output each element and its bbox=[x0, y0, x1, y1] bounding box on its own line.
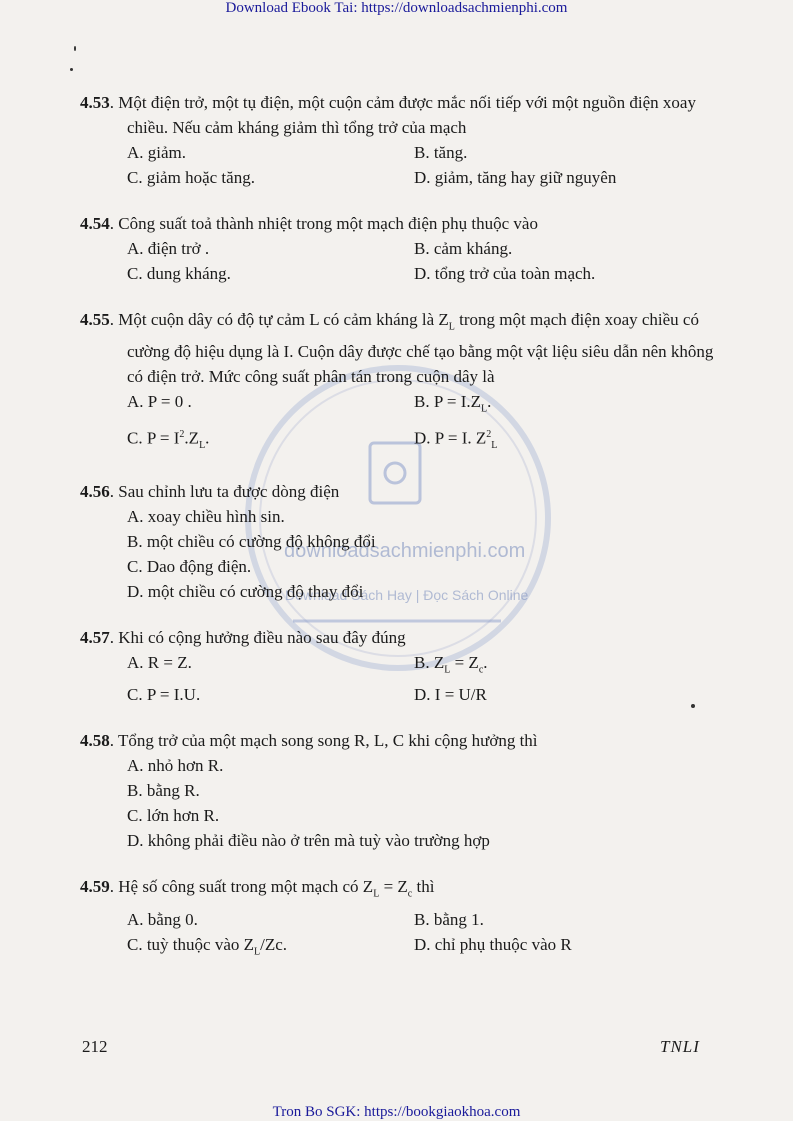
question-number: 4.53 bbox=[80, 93, 110, 112]
answer-option: A. P = 0 . bbox=[127, 392, 192, 412]
answer-option: D. tổng trở của toàn mạch. bbox=[414, 264, 596, 283]
answer-option: B. một chiều có cường độ không đổi bbox=[127, 531, 376, 551]
footer-sgk-link[interactable]: Tron Bo SGK: https://bookgiaokhoa.com bbox=[272, 1104, 521, 1120]
page-tag: TNLI bbox=[660, 1037, 700, 1056]
question-body: . Một điện trở, một tụ điện, một cuộn cảm được mắc nối tiếp với một nguồn điện xoay chiều. Nếu cảm kháng giảm thì tổng trở của mạch bbox=[109, 93, 696, 137]
answer-option: D. không phải điều nào ở trên mà tuỳ vào trường hợp bbox=[127, 831, 490, 851]
watermark-tagline-text: Download Sách Hay | Đọc Sách Online bbox=[285, 587, 529, 603]
question-text bbox=[80, 728, 720, 753]
answer-options bbox=[80, 753, 720, 853]
answer-option: C. $P = I^2.Z_L$. bbox=[127, 428, 210, 451]
question-body: . Sau chỉnh lưu ta được dòng điện bbox=[109, 481, 340, 501]
question-4-54 bbox=[80, 211, 720, 286]
question-body: . Một cuộn dây có độ tự cảm L có cảm kháng là $Z_L$ trong một mạch điện xoay chiều có cường độ hiệu dụng là I. Cuộn dây được chế tạo bằng một vật liệu siêu dẫn nên không có điện trở. Mức công suất phân tán trong cuộn dây là bbox=[109, 310, 714, 387]
question-4-53 bbox=[80, 90, 720, 190]
answer-option: C. dung kháng. bbox=[127, 264, 231, 283]
scan-speck bbox=[691, 704, 695, 708]
scan-speck bbox=[70, 68, 73, 71]
question-text bbox=[80, 211, 720, 236]
question-body: . Tổng trở của một mạch song song R, L, C khi cộng hưởng thì bbox=[109, 731, 538, 751]
question-4-57 bbox=[80, 625, 720, 707]
answer-option: A. R = Z. bbox=[127, 652, 192, 672]
answer-option: B. bằng R. bbox=[127, 781, 200, 801]
answer-option: C. tuỳ thuộc vào $Z_L/Zc$. bbox=[127, 934, 288, 957]
question-4-59 bbox=[80, 874, 720, 964]
watermark-site-text: downloadsachmienphi.com bbox=[284, 540, 526, 562]
answer-option: D. giảm, tăng hay giữ nguyên bbox=[414, 168, 617, 187]
answer-option: D. P = I. $Z^2_L$ bbox=[414, 428, 498, 451]
answer-option: C. P = I.U. bbox=[127, 685, 201, 705]
question-body: . Công suất toả thành nhiệt trong một mạch điện phụ thuộc vào bbox=[109, 214, 538, 233]
answer-options bbox=[80, 650, 720, 707]
answer-option: A. nhỏ hơn R. bbox=[127, 756, 224, 776]
question-4-56 bbox=[80, 479, 720, 604]
question-text bbox=[80, 874, 720, 906]
answer-option: B. cảm kháng. bbox=[414, 239, 513, 258]
question-text bbox=[80, 625, 720, 650]
question-number: 4.56 bbox=[80, 481, 110, 501]
header-download-link[interactable]: Download Ebook Tai: https://downloadsachmienphi.com bbox=[225, 0, 568, 16]
answer-option: D. chỉ phụ thuộc vào R bbox=[414, 934, 572, 954]
question-number: 4.59 bbox=[80, 877, 110, 897]
answer-options bbox=[80, 907, 720, 964]
answer-option: B. tăng. bbox=[414, 143, 468, 162]
page-number: 212 bbox=[82, 1037, 108, 1056]
question-number: 4.57 bbox=[80, 627, 110, 647]
question-4-58 bbox=[80, 728, 720, 853]
answer-option: B. $P = I.Z_L$. bbox=[414, 392, 492, 415]
question-text bbox=[80, 479, 720, 504]
answer-options bbox=[80, 504, 720, 604]
question-body: . Hệ số công suất trong một mạch có $Z_L = Z_c$ thì bbox=[109, 877, 435, 900]
question-body: . Khi có cộng hưởng điều nào sau đây đúng bbox=[109, 627, 406, 647]
answer-options bbox=[80, 236, 720, 286]
answer-option: A. giảm. bbox=[127, 143, 187, 162]
answer-option: B. bằng 1. bbox=[414, 909, 484, 929]
question-number: 4.54 bbox=[80, 214, 110, 233]
question-4-55 bbox=[80, 307, 720, 458]
scan-speck bbox=[74, 46, 76, 51]
answer-option: B. $Z_L = Z_c$. bbox=[414, 652, 488, 676]
answer-option: D. I = U/R bbox=[414, 685, 487, 705]
answer-option: D. một chiều có cường độ thay đổi bbox=[127, 581, 364, 601]
question-text bbox=[80, 307, 720, 389]
answer-option: A. xoay chiều hình sin. bbox=[127, 506, 285, 526]
question-number: 4.58 bbox=[80, 731, 110, 751]
question-number: 4.55 bbox=[80, 310, 110, 329]
answer-option: C. giảm hoặc tăng. bbox=[127, 168, 255, 187]
answer-option: A. điện trở . bbox=[127, 239, 210, 258]
answer-option: C. Dao động điện. bbox=[127, 556, 252, 576]
answer-options bbox=[80, 389, 720, 457]
question-list bbox=[80, 90, 720, 985]
question-text bbox=[80, 90, 720, 140]
answer-option: A. bằng 0. bbox=[127, 909, 198, 929]
answer-option: C. lớn hơn R. bbox=[127, 806, 220, 826]
answer-options bbox=[80, 140, 720, 190]
